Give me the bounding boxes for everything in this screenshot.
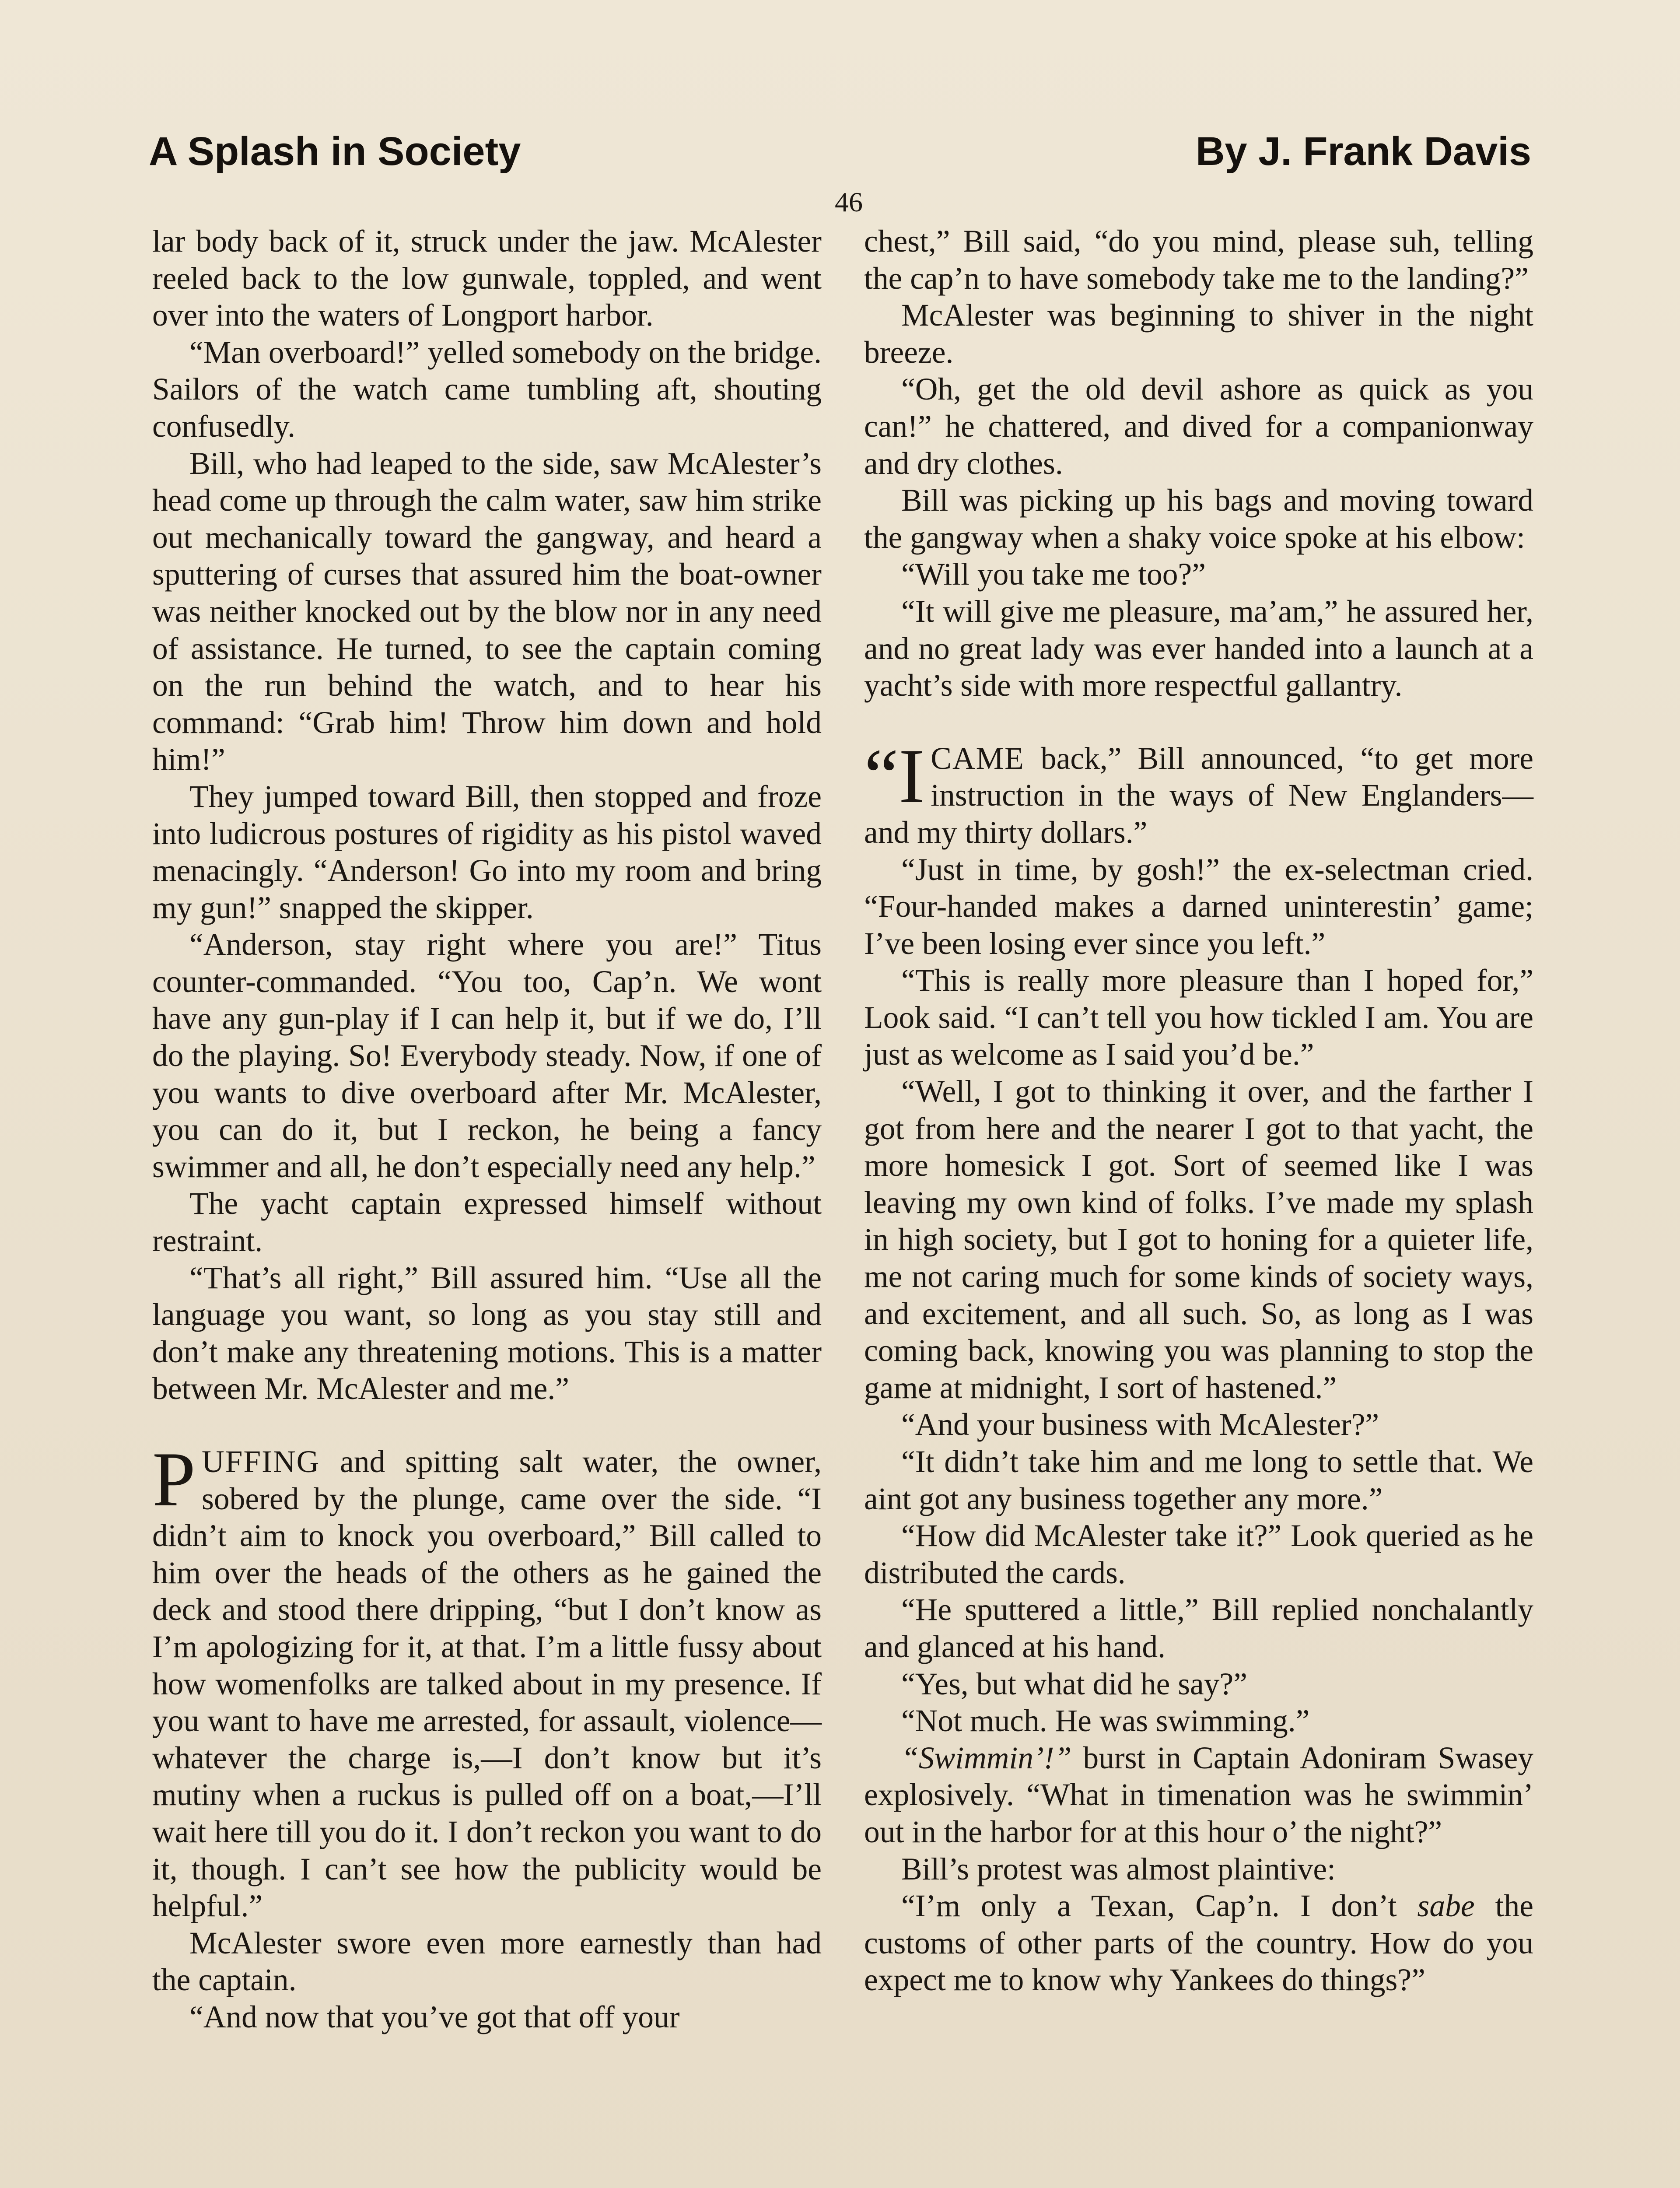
paragraph: “How did McAlester take it?” Look queried as he distributed the cards. [864,1518,1533,1590]
emphasis: sabe [1417,1889,1475,1924]
paragraph: “It didn’t take him and me long to settle that. We aint got any business together any more.” [864,1445,1533,1516]
paragraph-text: and spitting salt water, the owner, sobered by the plunge, came over the side. “I didn’t aim to knock you overboard,” Bill called to him over the heads of the others as he gained the deck and stood there dripping, “but I don’t know as I’m apologizing for it, at that. I’m a little fussy about how womenfolks are talked about in my presence. If you want to have me arrested, for assault, violence—whatever the charge is,—I don’t know but it’s mutiny when a ruckus is pulled off on a boat,—I’ll wait here till you do it. I don’t reckon you want to do it, though. I can’t see how the publicity would be helpful.” [152,1445,822,1924]
paragraph: “This is really more pleasure than I hoped for,” Look said. “I can’t tell you how tickled I am. You are just as welcome as I said you’d be.” [864,963,1533,1072]
paragraph: “And now that you’ve got that off your [189,1999,680,2034]
paragraph: McAlester was beginning to shiver in the night breeze. [864,298,1533,370]
paragraph: “Anderson, stay right where you are!” Titus counter-commanded. “You too, Cap’n. We wont have any gun-play if I can help it, but if we do, I’ll do the playing. So! Everybody steady. Now, if one of you wants to dive overboard after Mr. McAlester, you can do it, but I reckon, he being a fancy swimmer and all, he don’t especially need any help.” [152,927,822,1184]
left-column [152,223,822,2036]
paragraph: “Just in time, by gosh!” the ex-selectman cried. “Four-handed makes a darned uninterestin’ game; I’ve been losing ever since you left.” [864,852,1533,961]
small-caps-lead: CAME [931,741,1025,776]
paragraph: “It will give me pleasure, ma’am,” he assured her, and no great lady was ever handed into a launch at a yacht’s side with more respectful gallantry. [864,594,1533,703]
paragraph: They jumped toward Bill, then stopped and froze into ludicrous postures of rigidity as his pistol waved menacingly. “Anderson! Go into my room and bring my gun!” snapped the skipper. [152,779,822,925]
section-opening-paragraph [864,732,1533,852]
paragraph: “That’s all right,” Bill assured him. “Use all the language you want, so long as you stay still and don’t make any threatening motions. This is a matter between Mr. McAlester and me.” [152,1260,822,1406]
paragraph-text: the customs of other parts of the country. How do you expect me to know why Yankees do things?” [864,1889,1533,1998]
paragraph: “He sputtered a little,” Bill replied nonchalantly and glanced at his hand. [864,1592,1533,1664]
emphasis: “Swimmin’!” [901,1740,1072,1775]
paragraph: “Man overboard!” yelled somebody on the bridge. Sailors of the watch came tumbling aft, shouting confusedly. [152,335,822,444]
story-byline: By J. Frank Davis [1195,129,1531,174]
paragraph-text: “I’m only a Texan, Cap’n. I don’t [901,1889,1418,1924]
paragraph: “Well, I got to thinking it over, and the farther I got from here and the nearer I got to that yacht, the more homesick I got. Sort of seemed like I was leaving my own kind of folks. I’ve made my splash in high society, but I got to honing for a quieter life, me not caring much for some kinds of society ways, and excitement, and all such. So, as long as I was coming back, knowing you was planning to stop the game at midnight, I sort of hastened.” [864,1074,1533,1405]
paragraph: Bill’s protest was almost plaintive: [901,1851,1336,1886]
paragraph: “Will you take me too?” [901,557,1206,592]
paragraph: chest,” Bill said, “do you mind, please suh, telling the cap’n to have somebody take me to the landing?” [864,224,1533,296]
paragraph: McAlester swore even more earnestly than had the captain. [152,1925,822,1998]
paragraph: “Oh, get the old devil ashore as quick as you can!” he chattered, and dived for a companionway and dry clothes. [864,372,1533,481]
paragraph [864,1888,1533,1999]
paragraph: “Not much. He was swimming.” [901,1704,1310,1739]
section-opening-paragraph [152,1436,822,1925]
paragraph-text: burst in Captain Adoniram Swasey explosively. “What in timenation was he swimmin’ out in the harbor for at this hour o’ the night?” [864,1740,1533,1849]
paragraph: Bill was picking up his bags and moving toward the gangway when a shaky voice spoke at his elbow: [864,483,1533,555]
paragraph: “And your business with McAlester?” [901,1407,1379,1442]
drop-cap: P [152,1436,196,1522]
paragraph: The yacht captain expressed himself without restraint. [152,1186,822,1259]
drop-cap: “I [864,732,925,819]
story-title: A Splash in Society [149,129,521,174]
small-caps-lead: UFFING [202,1445,320,1479]
page-number: 46 [835,186,863,217]
paragraph: Bill, who had leaped to the side, saw McAlester’s head come up through the calm water, saw him strike out mechanically toward the gangway, and heard a sputtering of curses that assured him the boat-owner was neither knocked out by the blow nor in any need of assistance. He turned, to see the captain coming on the run behind the watch, and to hear his command: “Grab him! Throw him down and hold him!” [152,446,822,777]
paragraph-text: back,” Bill announced, “to get more instruction in the ways of New Englanders—and my thirty dollars.” [864,741,1533,850]
paragraph: “Yes, but what did he say?” [901,1666,1248,1701]
paragraph: lar body back of it, struck under the jaw. McAlester reeled back to the low gunwale, toppled, and went over into the waters of Longport harbor. [152,224,822,333]
paragraph [864,1740,1533,1851]
right-column [864,223,1533,1999]
